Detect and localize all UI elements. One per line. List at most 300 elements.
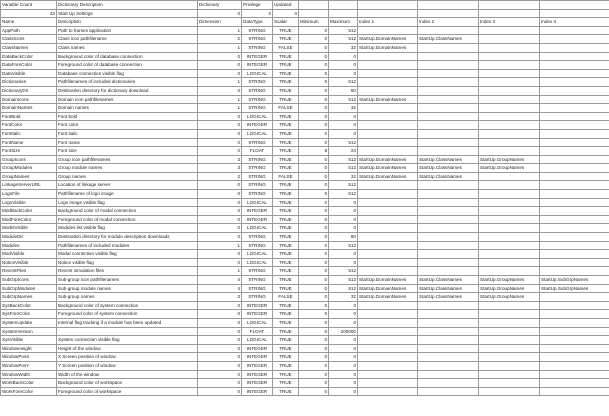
table-cell[interactable]: SystemUpdate: [1, 318, 57, 327]
table-cell[interactable]: 0: [299, 241, 329, 250]
table-cell[interactable]: TRUE: [273, 52, 299, 61]
table-cell[interactable]: 0: [198, 250, 242, 259]
table-cell[interactable]: [418, 215, 479, 224]
table-cell[interactable]: 32: [329, 293, 358, 302]
table-cell[interactable]: Pathfilenames of included modules: [57, 241, 198, 250]
table-cell[interactable]: 0: [299, 61, 329, 70]
table-cell[interactable]: [358, 379, 418, 388]
table-cell[interactable]: [358, 387, 418, 396]
table-cell[interactable]: STRING: [242, 181, 273, 190]
table-cell[interactable]: 0: [329, 198, 358, 207]
table-cell[interactable]: [479, 215, 540, 224]
table-cell[interactable]: 0: [299, 301, 329, 310]
table-cell[interactable]: TRUE: [273, 61, 299, 70]
table-cell[interactable]: [540, 121, 609, 130]
table-cell[interactable]: 0: [299, 35, 329, 44]
table-cell[interactable]: TRUE: [273, 353, 299, 362]
table-cell[interactable]: [540, 336, 609, 345]
table-cell[interactable]: 0: [299, 190, 329, 199]
table-cell[interactable]: [540, 129, 609, 138]
table-cell[interactable]: [479, 61, 540, 70]
table-cell[interactable]: [540, 233, 609, 242]
table-cell[interactable]: [479, 233, 540, 242]
table-cell[interactable]: [358, 318, 418, 327]
table-cell[interactable]: 3: [198, 293, 242, 302]
table-cell[interactable]: [418, 361, 479, 370]
table-cell[interactable]: Width of the window: [57, 370, 198, 379]
table-cell[interactable]: Dimension: [198, 18, 242, 27]
table-cell[interactable]: 0: [198, 61, 242, 70]
table-cell[interactable]: [418, 104, 479, 113]
table-cell[interactable]: [479, 138, 540, 147]
table-cell[interactable]: [540, 78, 609, 87]
table-cell[interactable]: [479, 353, 540, 362]
table-cell[interactable]: Domain icon pathfilenames: [57, 95, 198, 104]
table-cell[interactable]: [358, 181, 418, 190]
table-cell[interactable]: 512: [329, 155, 358, 164]
table-cell[interactable]: [418, 250, 479, 259]
table-cell[interactable]: ModForeColor: [1, 215, 57, 224]
table-cell[interactable]: 512: [329, 138, 358, 147]
table-cell[interactable]: 0: [198, 69, 242, 78]
table-cell[interactable]: [540, 181, 609, 190]
table-cell[interactable]: [479, 336, 540, 345]
table-cell[interactable]: FontSize: [1, 147, 57, 156]
table-cell[interactable]: [358, 224, 418, 233]
table-cell[interactable]: TRUE: [273, 224, 299, 233]
table-cell[interactable]: TRUE: [273, 138, 299, 147]
table-cell[interactable]: Group module names: [57, 164, 198, 173]
table-cell[interactable]: [418, 9, 479, 18]
table-cell[interactable]: ModVisible: [1, 250, 57, 259]
table-cell[interactable]: [418, 387, 479, 396]
table-cell[interactable]: [479, 198, 540, 207]
table-cell[interactable]: TRUE: [273, 310, 299, 319]
table-cell[interactable]: Font size: [57, 147, 198, 156]
table-cell[interactable]: Path to frames application: [57, 26, 198, 35]
table-cell[interactable]: [540, 112, 609, 121]
table-cell[interactable]: [479, 86, 540, 95]
table-cell[interactable]: Dictionaries: [1, 78, 57, 87]
table-cell[interactable]: STRING: [242, 86, 273, 95]
table-cell[interactable]: LOGICAL: [242, 129, 273, 138]
table-cell[interactable]: 0: [299, 224, 329, 233]
table-cell[interactable]: 0: [329, 52, 358, 61]
table-cell[interactable]: 0: [299, 344, 329, 353]
table-cell[interactable]: 32: [329, 172, 358, 181]
table-cell[interactable]: 512: [329, 78, 358, 87]
table-cell[interactable]: STRING: [242, 138, 273, 147]
table-cell[interactable]: 0: [329, 318, 358, 327]
table-cell[interactable]: 0: [299, 336, 329, 345]
table-cell[interactable]: 0: [329, 336, 358, 345]
table-cell[interactable]: Group icon pathfilenames: [57, 155, 198, 164]
table-cell[interactable]: 0: [329, 387, 358, 396]
table-cell[interactable]: X Screen position of window: [57, 353, 198, 362]
table-cell[interactable]: Domain names: [57, 104, 198, 113]
table-cell[interactable]: TRUE: [273, 344, 299, 353]
table-cell[interactable]: 1: [198, 241, 242, 250]
table-cell[interactable]: 0: [299, 215, 329, 224]
table-cell[interactable]: 1: [198, 26, 242, 35]
table-cell[interactable]: TRUE: [273, 276, 299, 285]
table-cell[interactable]: GroupIcons: [1, 155, 57, 164]
table-cell[interactable]: TRUE: [273, 258, 299, 267]
table-cell[interactable]: [329, 9, 358, 18]
table-cell[interactable]: StartUp.DomainNames: [358, 172, 418, 181]
table-cell[interactable]: [479, 318, 540, 327]
table-cell[interactable]: 0: [329, 215, 358, 224]
table-cell[interactable]: [479, 1, 540, 10]
table-cell[interactable]: 1: [198, 104, 242, 113]
table-cell[interactable]: ClassNames: [1, 43, 57, 52]
table-cell[interactable]: Sub-group module names: [57, 284, 198, 293]
table-cell[interactable]: 1: [198, 43, 242, 52]
table-cell[interactable]: ModBackColor: [1, 207, 57, 216]
table-cell[interactable]: [358, 370, 418, 379]
table-cell[interactable]: 0: [329, 207, 358, 216]
table-cell[interactable]: 0: [198, 198, 242, 207]
table-cell[interactable]: Privilege: [242, 1, 273, 10]
table-cell[interactable]: Font italic: [57, 129, 198, 138]
table-cell[interactable]: 0: [329, 112, 358, 121]
table-cell[interactable]: 0: [329, 250, 358, 259]
table-cell[interactable]: 0: [299, 86, 329, 95]
table-cell[interactable]: TRUE: [273, 69, 299, 78]
table-cell[interactable]: [540, 361, 609, 370]
table-cell[interactable]: INTEGER: [242, 61, 273, 70]
table-cell[interactable]: TRUE: [273, 318, 299, 327]
table-cell[interactable]: Background color of database connection: [57, 52, 198, 61]
table-cell[interactable]: SysForeColor: [1, 310, 57, 319]
table-cell[interactable]: 0: [273, 9, 299, 18]
table-cell[interactable]: [358, 327, 418, 336]
table-cell[interactable]: [540, 224, 609, 233]
table-cell[interactable]: LOGICAL: [242, 112, 273, 121]
table-cell[interactable]: STRING: [242, 78, 273, 87]
table-cell[interactable]: 0: [329, 361, 358, 370]
table-cell[interactable]: INTEGER: [242, 387, 273, 396]
table-cell[interactable]: 0: [299, 361, 329, 370]
table-cell[interactable]: 0: [198, 9, 242, 18]
table-cell[interactable]: Index 2: [418, 18, 479, 27]
table-cell[interactable]: StartUp.GroupNames: [479, 284, 540, 293]
table-cell[interactable]: LOGICAL: [242, 224, 273, 233]
table-cell[interactable]: [479, 121, 540, 130]
table-cell[interactable]: TRUE: [273, 379, 299, 388]
table-cell[interactable]: 0: [198, 190, 242, 199]
table-cell[interactable]: 200000: [329, 327, 358, 336]
table-cell[interactable]: NoticeVisible: [1, 258, 57, 267]
table-cell[interactable]: [540, 43, 609, 52]
table-cell[interactable]: SysBackColor: [1, 301, 57, 310]
table-cell[interactable]: [358, 241, 418, 250]
table-cell[interactable]: LOGICAL: [242, 250, 273, 259]
table-cell[interactable]: [540, 293, 609, 302]
table-cell[interactable]: [540, 9, 609, 18]
table-cell[interactable]: 0: [299, 379, 329, 388]
table-cell[interactable]: STRING: [242, 233, 273, 242]
table-cell[interactable]: [479, 370, 540, 379]
table-cell[interactable]: STRING: [242, 95, 273, 104]
table-cell[interactable]: [540, 250, 609, 259]
table-cell[interactable]: [358, 69, 418, 78]
table-cell[interactable]: [358, 336, 418, 345]
table-cell[interactable]: FLOAT: [242, 147, 273, 156]
table-cell[interactable]: [358, 344, 418, 353]
table-cell[interactable]: DataForeColor: [1, 61, 57, 70]
table-cell[interactable]: TRUE: [273, 301, 299, 310]
table-cell[interactable]: [479, 250, 540, 259]
table-cell[interactable]: 0: [299, 318, 329, 327]
table-cell[interactable]: INTEGER: [242, 207, 273, 216]
table-cell[interactable]: 0: [329, 370, 358, 379]
table-cell[interactable]: [479, 241, 540, 250]
table-cell[interactable]: Pathfilenames of included dictionaries: [57, 78, 198, 87]
table-cell[interactable]: TRUE: [273, 181, 299, 190]
table-cell[interactable]: Database connection visible flag: [57, 69, 198, 78]
table-cell[interactable]: 0: [299, 52, 329, 61]
table-cell[interactable]: [540, 344, 609, 353]
table-cell[interactable]: 512: [329, 35, 358, 44]
table-cell[interactable]: STRING: [242, 267, 273, 276]
table-cell[interactable]: AppPath: [1, 26, 57, 35]
table-cell[interactable]: [418, 207, 479, 216]
table-cell[interactable]: 0: [198, 112, 242, 121]
table-cell[interactable]: LOGICAL: [242, 69, 273, 78]
table-cell[interactable]: Index 3: [479, 18, 540, 27]
table-cell[interactable]: 0: [198, 258, 242, 267]
table-cell[interactable]: 512: [329, 26, 358, 35]
table-cell[interactable]: StartUp.SubGrpNames: [540, 284, 609, 293]
table-cell[interactable]: 0: [329, 121, 358, 130]
table-cell[interactable]: TRUE: [273, 35, 299, 44]
table-cell[interactable]: [418, 147, 479, 156]
table-cell[interactable]: [418, 233, 479, 242]
table-cell[interactable]: Modules list visible flag: [57, 224, 198, 233]
table-cell[interactable]: Font name: [57, 138, 198, 147]
table-cell[interactable]: StartUp.ClassNames: [418, 35, 479, 44]
table-cell[interactable]: Modal connection visible flag: [57, 250, 198, 259]
table-cell[interactable]: 24: [329, 147, 358, 156]
table-cell[interactable]: [418, 190, 479, 199]
table-cell[interactable]: WorkBackColor: [1, 379, 57, 388]
table-cell[interactable]: [358, 215, 418, 224]
table-cell[interactable]: [418, 112, 479, 121]
table-cell[interactable]: 0: [299, 138, 329, 147]
table-cell[interactable]: STRING: [242, 276, 273, 285]
table-cell[interactable]: DataVisible: [1, 69, 57, 78]
table-cell[interactable]: [540, 155, 609, 164]
table-cell[interactable]: TRUE: [273, 284, 299, 293]
table-cell[interactable]: [479, 327, 540, 336]
table-cell[interactable]: Foreground color of workspace: [57, 387, 198, 396]
table-cell[interactable]: [540, 1, 609, 10]
table-cell[interactable]: Pathfilename of logo image: [57, 190, 198, 199]
table-cell[interactable]: Recent simulation files: [57, 267, 198, 276]
table-cell[interactable]: STRING: [242, 164, 273, 173]
table-cell[interactable]: INTEGER: [242, 310, 273, 319]
table-cell[interactable]: TRUE: [273, 250, 299, 259]
table-cell[interactable]: 0: [299, 78, 329, 87]
table-cell[interactable]: [540, 370, 609, 379]
table-cell[interactable]: [479, 387, 540, 396]
table-cell[interactable]: 0: [198, 129, 242, 138]
table-cell[interactable]: 0: [299, 233, 329, 242]
table-cell[interactable]: [540, 52, 609, 61]
table-cell[interactable]: SystemVersion: [1, 327, 57, 336]
table-cell[interactable]: [358, 310, 418, 319]
table-cell[interactable]: [358, 301, 418, 310]
table-cell[interactable]: TRUE: [273, 78, 299, 87]
table-cell[interactable]: 0: [198, 181, 242, 190]
table-cell[interactable]: STRING: [242, 35, 273, 44]
table-cell[interactable]: 0: [198, 147, 242, 156]
table-cell[interactable]: 0: [299, 69, 329, 78]
table-cell[interactable]: [540, 207, 609, 216]
table-cell[interactable]: StartUp.DomainNames: [358, 43, 418, 52]
table-cell[interactable]: 3: [198, 164, 242, 173]
table-cell[interactable]: StartUp.ClassNames: [418, 276, 479, 285]
table-cell[interactable]: [479, 258, 540, 267]
table-cell[interactable]: 4: [198, 276, 242, 285]
table-cell[interactable]: Class names: [57, 43, 198, 52]
table-cell[interactable]: TRUE: [273, 207, 299, 216]
table-cell[interactable]: [418, 61, 479, 70]
table-cell[interactable]: [358, 258, 418, 267]
table-cell[interactable]: [479, 104, 540, 113]
table-cell[interactable]: [540, 172, 609, 181]
table-cell[interactable]: 0: [329, 258, 358, 267]
table-cell[interactable]: TRUE: [273, 387, 299, 396]
table-cell[interactable]: 0: [299, 284, 329, 293]
table-cell[interactable]: 0: [299, 164, 329, 173]
table-cell[interactable]: 0: [198, 301, 242, 310]
table-cell[interactable]: ModuleDir: [1, 233, 57, 242]
table-cell[interactable]: 0: [299, 387, 329, 396]
table-cell[interactable]: LinkageServerURL: [1, 181, 57, 190]
table-cell[interactable]: LOGICAL: [242, 336, 273, 345]
table-cell[interactable]: [418, 267, 479, 276]
table-cell[interactable]: [479, 172, 540, 181]
table-cell[interactable]: 0: [299, 207, 329, 216]
table-cell[interactable]: 2: [198, 35, 242, 44]
table-cell[interactable]: [358, 138, 418, 147]
table-cell[interactable]: TRUE: [273, 215, 299, 224]
table-cell[interactable]: STRING: [242, 190, 273, 199]
table-cell[interactable]: StartUp.ClassNames: [418, 293, 479, 302]
table-cell[interactable]: 512: [329, 267, 358, 276]
table-cell[interactable]: Scalar: [273, 18, 299, 27]
table-cell[interactable]: [358, 207, 418, 216]
table-cell[interactable]: FontName: [1, 138, 57, 147]
table-cell[interactable]: TRUE: [273, 95, 299, 104]
table-cell[interactable]: [358, 52, 418, 61]
table-cell[interactable]: StartUp.GroupNames: [479, 276, 540, 285]
table-cell[interactable]: FontBold: [1, 112, 57, 121]
table-cell[interactable]: [418, 224, 479, 233]
table-cell[interactable]: Background color of system connection: [57, 301, 198, 310]
table-cell[interactable]: [540, 327, 609, 336]
table-cell[interactable]: StartUp.DomainNames: [358, 284, 418, 293]
table-cell[interactable]: TRUE: [273, 129, 299, 138]
table-cell[interactable]: STRING: [242, 172, 273, 181]
table-cell[interactable]: DataBackColor: [1, 52, 57, 61]
table-cell[interactable]: Notice visible flag: [57, 258, 198, 267]
table-cell[interactable]: LogoVisible: [1, 198, 57, 207]
table-cell[interactable]: [479, 69, 540, 78]
table-cell[interactable]: 0: [329, 353, 358, 362]
table-cell[interactable]: WindowWidth: [1, 370, 57, 379]
table-cell[interactable]: [479, 26, 540, 35]
table-cell[interactable]: ClassIcons: [1, 35, 57, 44]
table-cell[interactable]: 512: [329, 164, 358, 173]
table-cell[interactable]: StartUp.DomainNames: [358, 155, 418, 164]
table-cell[interactable]: [540, 35, 609, 44]
table-cell[interactable]: DataType: [242, 18, 273, 27]
table-cell[interactable]: Font bold: [57, 112, 198, 121]
table-cell[interactable]: [540, 26, 609, 35]
table-cell[interactable]: 0: [299, 258, 329, 267]
table-cell[interactable]: 0: [329, 61, 358, 70]
table-cell[interactable]: 1: [198, 78, 242, 87]
table-cell[interactable]: FALSE: [273, 104, 299, 113]
table-cell[interactable]: INTEGER: [242, 370, 273, 379]
table-cell[interactable]: 512: [329, 241, 358, 250]
table-cell[interactable]: INTEGER: [242, 353, 273, 362]
table-cell[interactable]: FontItalic: [1, 129, 57, 138]
table-cell[interactable]: [540, 198, 609, 207]
table-cell[interactable]: [479, 190, 540, 199]
table-cell[interactable]: TRUE: [273, 267, 299, 276]
table-cell[interactable]: SubGrpIcons: [1, 276, 57, 285]
table-cell[interactable]: StartUp.DomainNames: [358, 35, 418, 44]
table-cell[interactable]: [479, 43, 540, 52]
table-cell[interactable]: 32: [329, 43, 358, 52]
table-cell[interactable]: [358, 267, 418, 276]
table-cell[interactable]: [540, 95, 609, 104]
table-cell[interactable]: Background color of workspace: [57, 379, 198, 388]
table-cell[interactable]: 2: [198, 172, 242, 181]
table-cell[interactable]: 0: [299, 353, 329, 362]
table-cell[interactable]: [418, 301, 479, 310]
table-cell[interactable]: [358, 26, 418, 35]
table-cell[interactable]: Sub-group names: [57, 293, 198, 302]
table-cell[interactable]: 0: [198, 336, 242, 345]
table-cell[interactable]: [418, 353, 479, 362]
table-cell[interactable]: DomainNames: [1, 104, 57, 113]
table-cell[interactable]: [418, 336, 479, 345]
table-cell[interactable]: [479, 310, 540, 319]
table-cell[interactable]: 0: [299, 250, 329, 259]
table-cell[interactable]: 8: [299, 147, 329, 156]
table-cell[interactable]: INTEGER: [242, 52, 273, 61]
table-cell[interactable]: 0: [198, 370, 242, 379]
table-cell[interactable]: 0: [198, 318, 242, 327]
table-cell[interactable]: 0: [299, 26, 329, 35]
table-cell[interactable]: [418, 310, 479, 319]
table-cell[interactable]: [540, 61, 609, 70]
table-cell[interactable]: [418, 69, 479, 78]
table-cell[interactable]: 0: [299, 181, 329, 190]
table-cell[interactable]: [479, 301, 540, 310]
table-cell[interactable]: 0: [299, 327, 329, 336]
table-cell[interactable]: 0: [299, 155, 329, 164]
table-cell[interactable]: 0: [198, 121, 242, 130]
table-cell[interactable]: StartUp.ClassNames: [418, 284, 479, 293]
table-cell[interactable]: FALSE: [273, 172, 299, 181]
table-cell[interactable]: [540, 190, 609, 199]
